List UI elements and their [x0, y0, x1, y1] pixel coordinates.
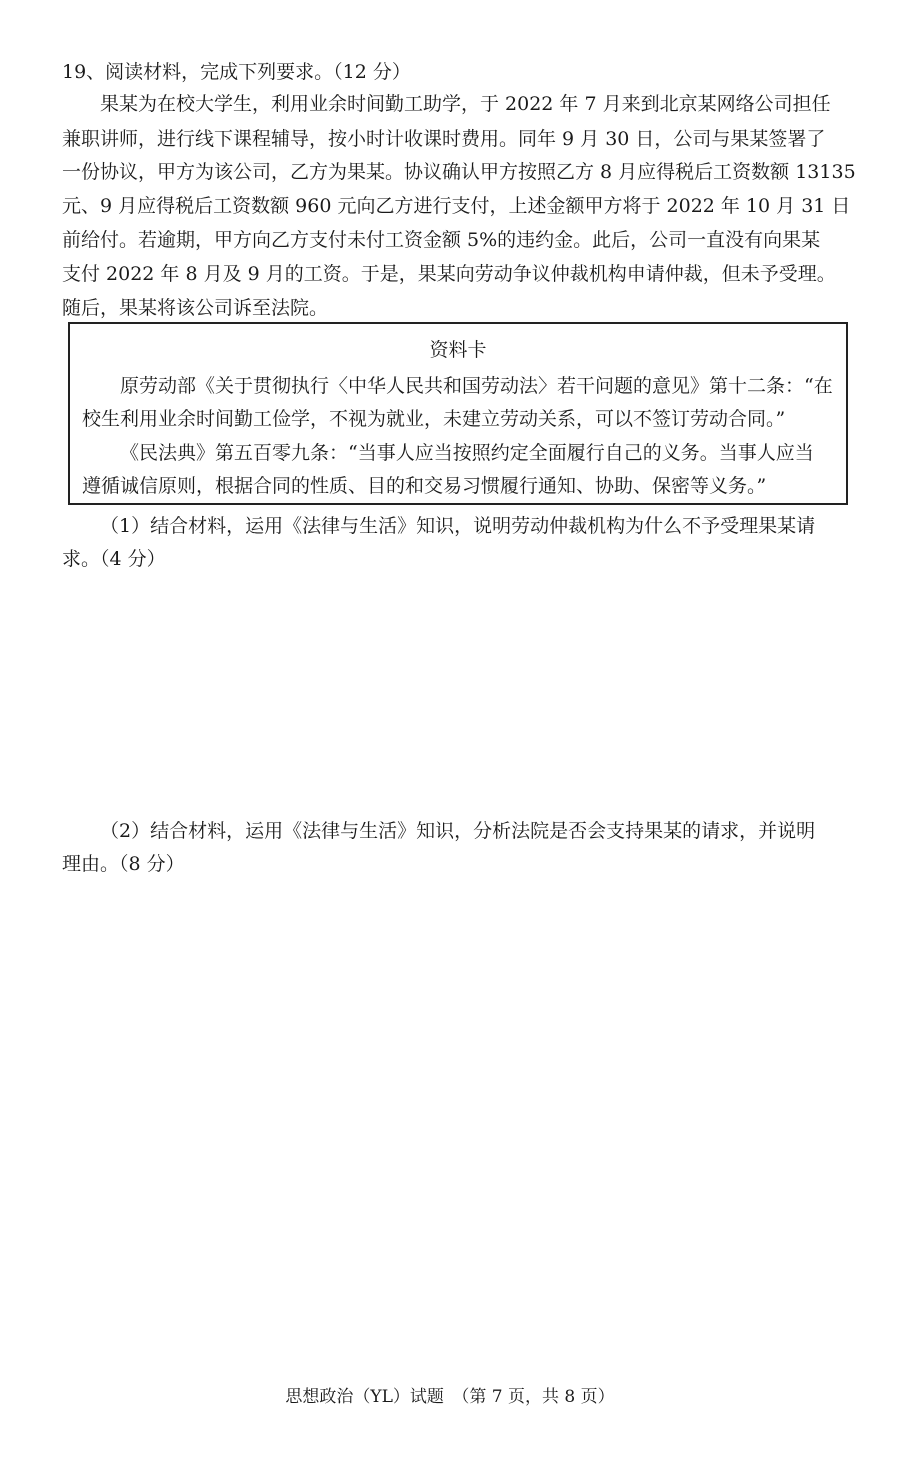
question-header: 19、阅读材料，完成下列要求。（12 分）	[62, 61, 411, 83]
info-card-line: 校生利用业余时间勤工俭学，不视为就业，未建立劳动关系，可以不签订劳动合同。”	[82, 408, 786, 430]
material-line: 前给付。若逾期，甲方向乙方支付未付工资金额 5%的违约金。此后，公司一直没有向果某	[62, 229, 821, 251]
material-line: 果某为在校大学生，利用业余时间勤工助学，于 2022 年 7 月来到北京某网络公司担任	[100, 93, 831, 115]
material-line: 随后，果某将该公司诉至法院。	[62, 297, 329, 319]
sub-question-2-cont: 理由。（8 分）	[62, 853, 185, 875]
info-card-line: 《民法典》第五百零九条：“当事人应当按照约定全面履行自己的义务。当事人应当	[120, 442, 814, 464]
material-line: 兼职讲师，进行线下课程辅导，按小时计收课时费用。同年 9 月 30 日，公司与果某签署了	[62, 128, 826, 150]
info-card-line: 遵循诚信原则，根据合同的性质、目的和交易习惯履行通知、协助、保密等义务。”	[82, 475, 767, 497]
info-card-title: 资料卡	[429, 339, 487, 361]
material-line: 元、9 月应得税后工资数额 960 元向乙方进行支付，上述金额甲方将于 2022 年 10 月 31 日	[62, 195, 851, 217]
info-card	[68, 322, 848, 505]
sub-question-1: （1）结合材料，运用《法律与生活》知识，说明劳动仲裁机构为什么不予受理果某请	[100, 515, 816, 537]
page-footer: 思想政治（YL）试题 （第 7 页，共 8 页）	[285, 1387, 615, 1407]
sub-question-2: （2）结合材料，运用《法律与生活》知识，分析法院是否会支持果某的请求，并说明	[100, 820, 816, 842]
material-line: 支付 2022 年 8 月及 9 月的工资。于是，果某向劳动争议仲裁机构申请仲裁，但未予受理。	[62, 263, 836, 285]
material-line: 一份协议，甲方为该公司，乙方为果某。协议确认甲方按照乙方 8 月应得税后工资数额 13135	[62, 161, 856, 183]
sub-question-1-cont: 求。（4 分）	[62, 548, 166, 570]
info-card-line: 原劳动部《关于贯彻执行〈中华人民共和国劳动法〉若干问题的意见》第十二条：“在	[120, 375, 833, 397]
